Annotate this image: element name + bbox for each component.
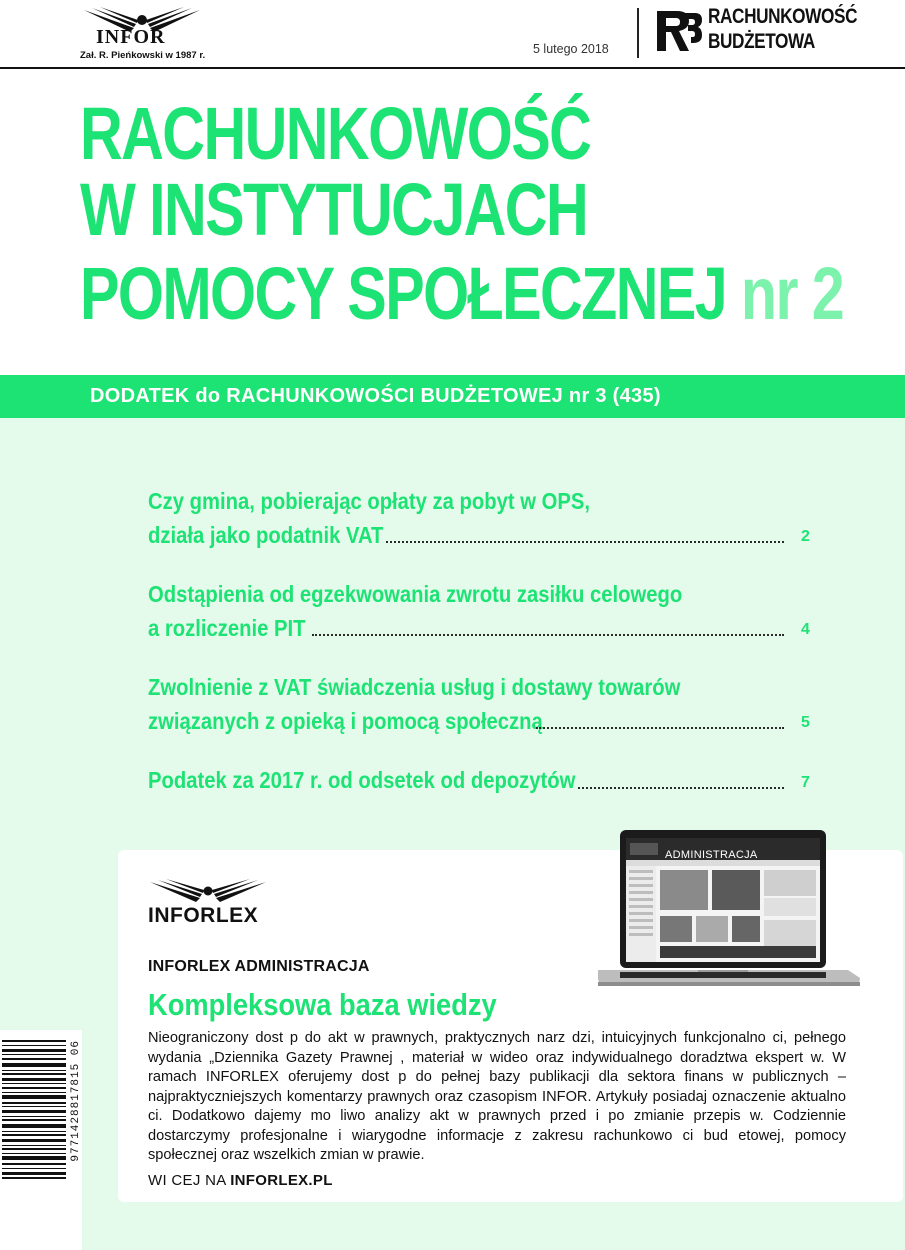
publisher-subtitle: Zał. R. Pieńkowski w 1987 r.	[80, 50, 206, 61]
toc-entry-title-line: Odstąpienia od egzekwowania zwrotu zasiłku celowego	[148, 581, 683, 607]
laptop-screen-label: ADMINISTRACJA	[665, 849, 758, 861]
title-line-1: RACHUNKOWOŚĆ	[80, 92, 591, 175]
title-line-3-text: POMOCY SPOŁECZNEJ	[80, 252, 727, 335]
toc-dot-leader	[312, 634, 784, 636]
issue-number: nr 2	[740, 252, 844, 335]
ad-headline: Kompleksowa baza wiedzy	[148, 987, 497, 1022]
toc-entry-title-line: Zwolnienie z VAT świadczenia usług i dostawy towarów	[148, 674, 681, 700]
supplement-text: DODATEK do RACHUNKOWOŚCI BUDŻETOWEJ nr 3 (435)	[90, 385, 661, 407]
infor-logo-text: INFOR	[96, 26, 166, 48]
toc-page-number: 7	[801, 774, 810, 791]
toc-dot-leader	[386, 541, 784, 543]
series-title-line2: BUDŻETOWA	[708, 30, 815, 53]
rb-monogram-icon	[655, 7, 703, 55]
toc-entry-title-line: a rozliczenie PIT	[148, 615, 306, 641]
issue-date: 5 lutego 2018	[533, 42, 609, 56]
barcode-bars-icon	[0, 1040, 70, 1180]
toc-dot-leader	[578, 787, 784, 789]
series-title	[708, 4, 857, 54]
title-line-2: W INSTYTUCJACH	[80, 168, 588, 251]
ad-cta-link[interactable]: INFORLEX.PL	[230, 1172, 333, 1189]
inforlex-logo-text: INFORLEX	[148, 904, 259, 927]
header-divider	[637, 8, 639, 58]
ad-body-text: Nieograniczony dost p do akt w prawnych, praktycznych narz dzi, intuicyjnych funkcjonalno ci, pełnego wydania „Dziennika Gazety Prawnej , materiał w wideo oraz indywidualnego doradztwa ekspert w. W ramach INFORLEX oferujemy dost p do pełnej bazy publikacji dla sektora finans w publicznych – najpraktyczniejszych komentarzy prawnych oraz czasopism INFOR. Artykuły posiadaj oznaczenie aktualno ci. Dodatkowo dajemy mo liwo analizy akt w prawnych przed i po zmianie przepis w. Codziennie dostarczymy profesjonalne i wiarygodne informacje z zakresu rachunkowo ci bud etowej, pomocy społecznej oraz wszelkich zmian w prawie.	[148, 1030, 846, 1163]
series-title-line1: RACHUNKOWOŚĆ	[708, 5, 858, 28]
toc-entry-title-line: działa jako podatnik VAT	[148, 522, 384, 548]
toc-page-number: 4	[801, 621, 810, 638]
title-line-3	[80, 252, 844, 335]
toc-dot-leader	[536, 727, 784, 729]
header-rule	[0, 67, 905, 69]
ad-call-to-action[interactable]	[148, 1172, 333, 1189]
toc-entry-title-line: Podatek za 2017 r. od odsetek od depozytów	[148, 767, 576, 793]
toc-page-number: 2	[801, 528, 810, 545]
toc-page-number: 5	[801, 714, 810, 731]
toc-entry-title-line: związanych z opieką i pomocą społeczną	[148, 708, 543, 734]
ad-kicker: INFORLEX ADMINISTRACJA	[148, 958, 370, 975]
ad-cta-prefix: WI CEJ NA	[148, 1172, 231, 1189]
toc-entry-title-line: Czy gmina, pobierając opłaty za pobyt w OPS,	[148, 488, 591, 514]
barcode-digits: 9771428817815 06	[70, 1040, 82, 1162]
